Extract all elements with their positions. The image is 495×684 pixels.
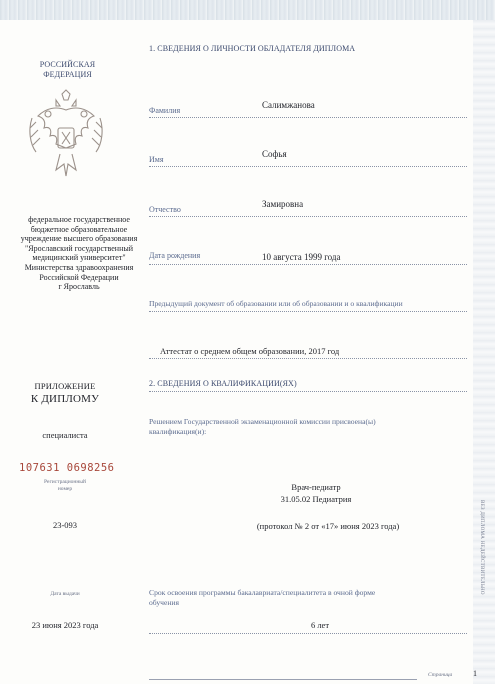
institution-line: "Ярославский государственный xyxy=(24,243,133,253)
divider xyxy=(149,216,467,217)
country-line-1: РОССИЙСКАЯ xyxy=(39,60,96,69)
commission-decision-line-1: Решением Государственной экзаменационной комиссии присвоена(ы) xyxy=(149,417,376,426)
institution-line: г Ярославль xyxy=(58,282,100,292)
appendix-title-line-1: ПРИЛОЖЕНИЕ xyxy=(34,381,96,391)
study-term-value: 6 лет xyxy=(310,620,330,630)
institution-line: Министерства здравоохранения xyxy=(24,262,134,272)
divider xyxy=(149,358,467,359)
coat-of-arms-emblem xyxy=(26,88,106,183)
commission-decision-line-2: квалификация(и): xyxy=(149,427,207,436)
divider xyxy=(149,166,467,167)
surname-value: Салимжанова xyxy=(262,100,315,110)
reg-number: 23-093 xyxy=(52,520,78,530)
divider xyxy=(149,311,467,312)
decorative-top-band xyxy=(0,0,495,20)
name-label: Имя xyxy=(149,155,164,164)
patronymic-label: Отчество xyxy=(149,205,181,214)
protocol-value: (протокол № 2 от «17» июня 2023 года) xyxy=(256,521,400,531)
divider xyxy=(149,264,467,265)
institution-line: медицинский университет" xyxy=(32,253,126,263)
side-vertical-text xyxy=(472,500,486,650)
birth-date-label: Дата рождения xyxy=(149,251,201,260)
section-1-title: 1. СВЕДЕНИЯ О ЛИЧНОСТИ ОБЛАДАТЕЛЯ ДИПЛОМА xyxy=(149,44,356,53)
reg-number-label xyxy=(15,479,115,493)
previous-document-label: Предыдущий документ об образовании или об образовании и о квалификации xyxy=(149,299,403,308)
qualification-value: Врач-педиатр xyxy=(291,482,341,492)
institution-block xyxy=(4,215,154,292)
issue-date-label: Дата выдачи xyxy=(50,591,80,597)
birth-date-value: 10 августа 1999 года xyxy=(262,252,341,262)
study-term-label-line-2: обучения xyxy=(149,598,179,607)
specialty-value: 31.05.02 Педиатрия xyxy=(280,494,352,504)
divider xyxy=(149,391,467,392)
page-number: 1 xyxy=(473,669,477,678)
institution-line: бюджетное образовательное xyxy=(30,224,128,234)
name-value: Софья xyxy=(262,149,287,159)
previous-document-value: Аттестат о среднем общем образовании, 2017 год xyxy=(160,346,340,356)
patronymic-value: Замировна xyxy=(262,199,304,209)
surname-label: Фамилия xyxy=(149,106,181,115)
divider xyxy=(149,117,467,118)
institution-line: Российской Федерации xyxy=(39,272,119,282)
reg-label-line: номер xyxy=(57,486,73,492)
reg-label-line: Регистрационный xyxy=(44,479,86,485)
institution-line: федеральное государственное xyxy=(28,215,130,224)
page-label: Страница xyxy=(428,672,453,678)
appendix-title-line-2: К ДИПЛОМУ xyxy=(30,393,100,405)
country-line-2: ФЕДЕРАЦИЯ xyxy=(43,70,92,79)
diploma-type: специалиста xyxy=(42,430,88,440)
issue-date: 23 июня 2023 года xyxy=(31,620,99,630)
side-text: ВЕЗ ДИПЛОМА НЕДЕЙСТВИТЕЛЬНО xyxy=(479,500,484,595)
footer-line xyxy=(149,679,417,680)
section-2-title: 2. СВЕДЕНИЯ О КВАЛИФИКАЦИИ(ЯХ) xyxy=(149,379,297,388)
institution-line: учреждение высшего образования xyxy=(20,234,138,244)
study-term-label-line-1: Срок освоения программы бакалавриата/специалитета в очной форме xyxy=(149,588,376,597)
serial-number: 107631 0698256 xyxy=(19,462,115,474)
divider xyxy=(149,633,467,634)
